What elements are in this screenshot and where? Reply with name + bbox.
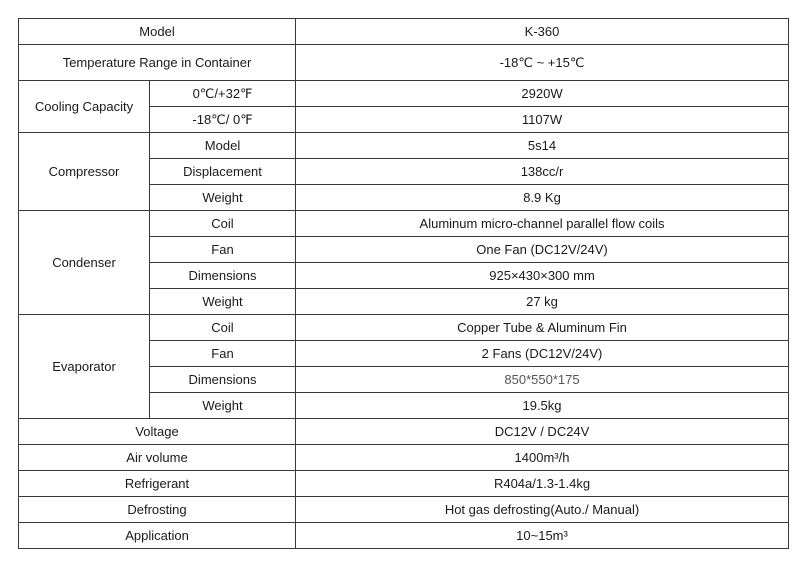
defrosting-label: Defrosting bbox=[19, 497, 296, 523]
evaporator-sub-label: Fan bbox=[150, 341, 296, 367]
table-row bbox=[19, 445, 789, 471]
cooling-value: 2920W bbox=[296, 81, 789, 107]
evaporator-value: 850*550*175 bbox=[296, 367, 789, 393]
evaporator-sub-label: Dimensions bbox=[150, 367, 296, 393]
table-row bbox=[19, 523, 789, 549]
cooling-value: 1107W bbox=[296, 107, 789, 133]
condenser-value: 925×430×300 mm bbox=[296, 263, 789, 289]
compressor-sub-label: Weight bbox=[150, 185, 296, 211]
compressor-value: 138cc/r bbox=[296, 159, 789, 185]
table-row bbox=[19, 133, 789, 159]
condenser-sub-label: Dimensions bbox=[150, 263, 296, 289]
evaporator-label: Evaporator bbox=[19, 315, 150, 419]
condenser-value: 27 kg bbox=[296, 289, 789, 315]
air-volume-value: 1400m³/h bbox=[296, 445, 789, 471]
evaporator-value: 2 Fans (DC12V/24V) bbox=[296, 341, 789, 367]
evaporator-value: 19.5kg bbox=[296, 393, 789, 419]
condenser-label: Condenser bbox=[19, 211, 150, 315]
table-row bbox=[19, 45, 789, 81]
condenser-value: One Fan (DC12V/24V) bbox=[296, 237, 789, 263]
table-row bbox=[19, 81, 789, 107]
model-label: Model bbox=[19, 19, 296, 45]
compressor-sub-label: Displacement bbox=[150, 159, 296, 185]
condenser-value: Aluminum micro-channel parallel flow coils bbox=[296, 211, 789, 237]
model-value: K-360 bbox=[296, 19, 789, 45]
evaporator-sub-label: Weight bbox=[150, 393, 296, 419]
evaporator-sub-label: Coil bbox=[150, 315, 296, 341]
refrigerant-label: Refrigerant bbox=[19, 471, 296, 497]
table-row bbox=[19, 419, 789, 445]
voltage-value: DC12V / DC24V bbox=[296, 419, 789, 445]
compressor-value: 5s14 bbox=[296, 133, 789, 159]
application-value: 10~15m³ bbox=[296, 523, 789, 549]
table-row bbox=[19, 19, 789, 45]
spec-table bbox=[18, 18, 789, 549]
table-row bbox=[19, 497, 789, 523]
compressor-sub-label: Model bbox=[150, 133, 296, 159]
air-volume-label: Air volume bbox=[19, 445, 296, 471]
application-label: Application bbox=[19, 523, 296, 549]
defrosting-value: Hot gas defrosting(Auto./ Manual) bbox=[296, 497, 789, 523]
temp-range-value: -18℃ ~ +15℃ bbox=[296, 45, 789, 81]
voltage-label: Voltage bbox=[19, 419, 296, 445]
evaporator-value: Copper Tube & Aluminum Fin bbox=[296, 315, 789, 341]
refrigerant-value: R404a/1.3-1.4kg bbox=[296, 471, 789, 497]
condenser-sub-label: Fan bbox=[150, 237, 296, 263]
condenser-sub-label: Weight bbox=[150, 289, 296, 315]
table-row bbox=[19, 315, 789, 341]
condenser-sub-label: Coil bbox=[150, 211, 296, 237]
cooling-sub-label: 0℃/+32℉ bbox=[150, 81, 296, 107]
cooling-sub-label: -18℃/ 0℉ bbox=[150, 107, 296, 133]
compressor-value: 8.9 Kg bbox=[296, 185, 789, 211]
cooling-capacity-label: Cooling Capacity bbox=[19, 81, 150, 133]
table-row bbox=[19, 471, 789, 497]
temp-range-label: Temperature Range in Container bbox=[19, 45, 296, 81]
compressor-label: Compressor bbox=[19, 133, 150, 211]
table-row bbox=[19, 211, 789, 237]
